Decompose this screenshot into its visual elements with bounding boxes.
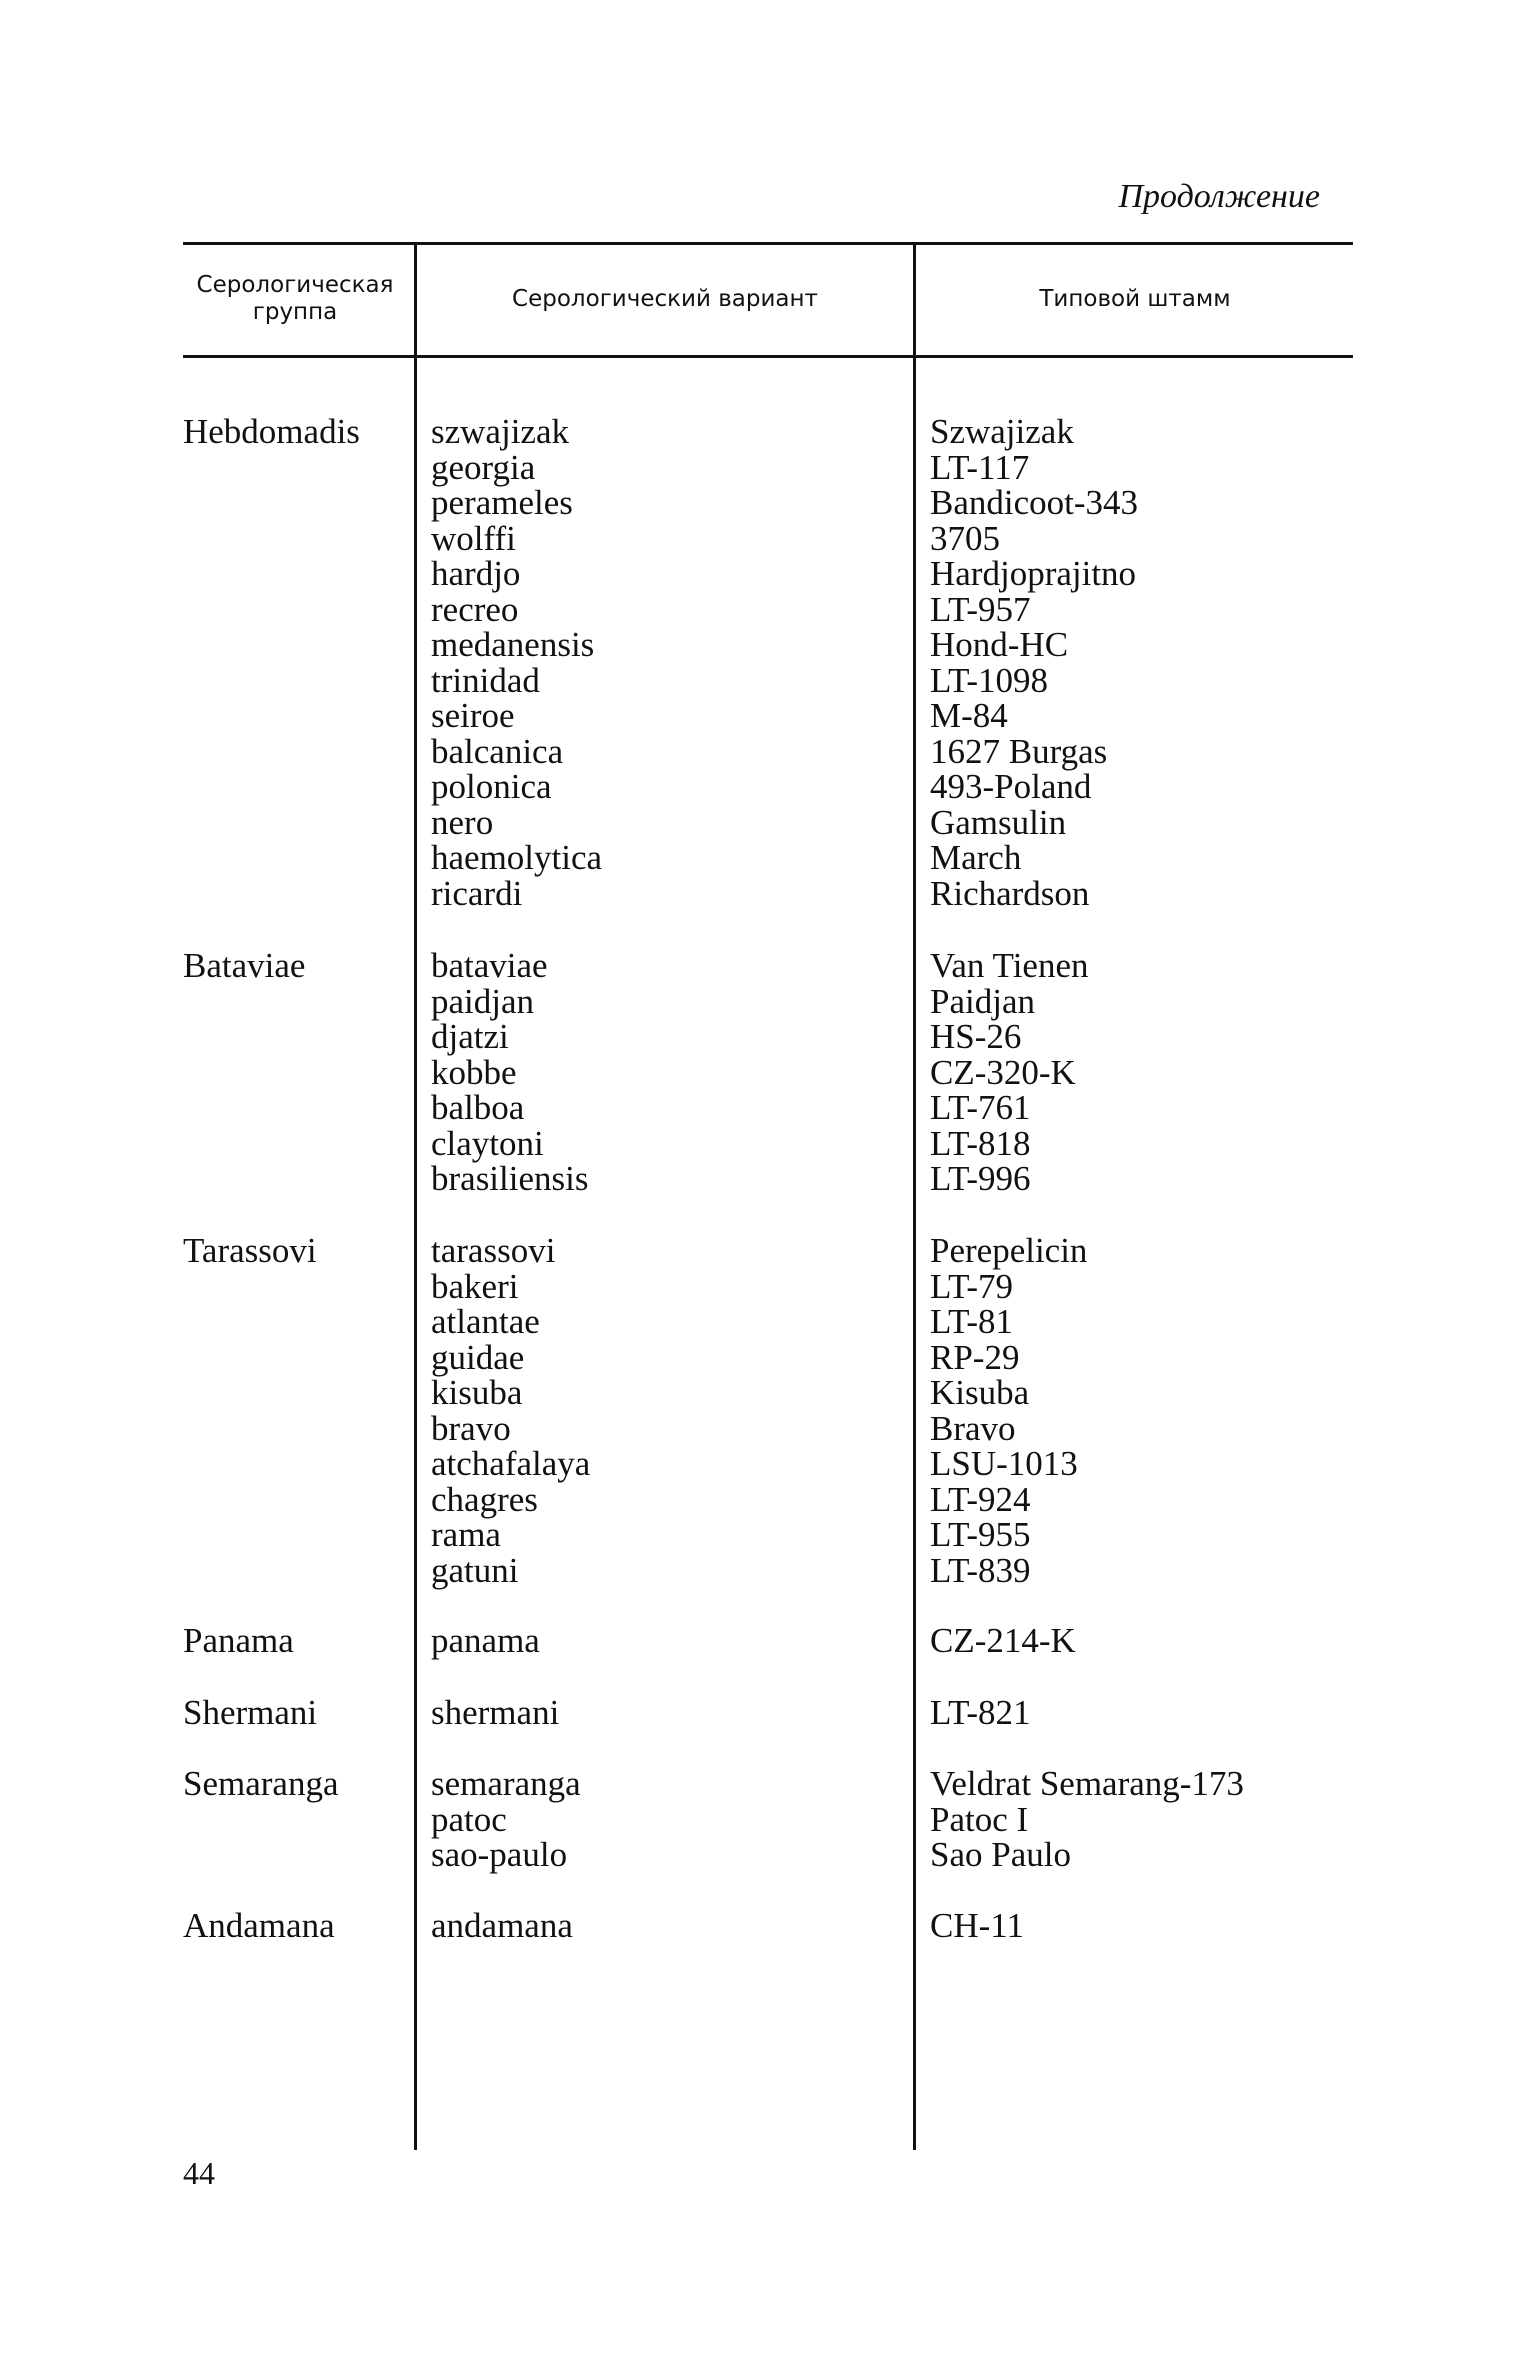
variant-cell: polonica bbox=[431, 767, 552, 806]
strain-cell: Bravo bbox=[930, 1408, 1016, 1448]
strain-cell: LT-1098 bbox=[930, 660, 1048, 700]
strain-cell: Szwajizak bbox=[930, 412, 1074, 451]
variant-cell: guidae bbox=[431, 1337, 525, 1377]
strain-cell: LT-839 bbox=[930, 1550, 1031, 1590]
group-name: Semaranga bbox=[183, 1764, 339, 1803]
variant-cell: bataviae bbox=[431, 946, 548, 985]
variant-list bbox=[431, 1695, 559, 1731]
strain-cell: CZ-214-K bbox=[930, 1621, 1076, 1660]
variant-cell: panama bbox=[431, 1621, 540, 1660]
strain-cell: Hardjoprajitno bbox=[930, 554, 1137, 593]
group-name: Andamana bbox=[183, 1906, 335, 1945]
variant-cell: atchafalaya bbox=[431, 1444, 591, 1483]
strain-cell: 1627 Burgas bbox=[930, 731, 1108, 771]
variant-list bbox=[431, 1233, 590, 1588]
strain-cell: 3705 bbox=[930, 518, 1000, 558]
strain-cell: Gamsulin bbox=[930, 802, 1067, 842]
strain-cell: RP-29 bbox=[930, 1337, 1020, 1377]
variant-cell: recreo bbox=[431, 589, 519, 629]
strain-cell: March bbox=[930, 838, 1022, 877]
header-strain: Типовой штамм bbox=[1039, 286, 1231, 312]
strain-list bbox=[930, 1623, 1076, 1659]
strain-cell: 493-Poland bbox=[930, 767, 1092, 806]
header-group: Серологическая группа bbox=[196, 272, 394, 325]
strain-cell: HS-26 bbox=[930, 1017, 1022, 1056]
group-name: Tarassovi bbox=[183, 1231, 317, 1270]
variant-cell: szwajizak bbox=[431, 412, 569, 451]
variant-cell: trinidad bbox=[431, 660, 540, 700]
strain-cell: Richardson bbox=[930, 873, 1090, 913]
group-name: Panama bbox=[183, 1621, 294, 1660]
strain-cell: LT-761 bbox=[930, 1088, 1031, 1127]
group-name: Bataviae bbox=[183, 946, 306, 985]
strain-cell: M-84 bbox=[930, 696, 1008, 735]
variant-cell: wolffi bbox=[431, 518, 516, 558]
variant-cell: claytoni bbox=[431, 1123, 544, 1163]
variant-cell: sao-paulo bbox=[431, 1835, 568, 1874]
variant-cell: kisuba bbox=[431, 1373, 523, 1412]
variant-cell: djatzi bbox=[431, 1017, 509, 1056]
variant-list bbox=[431, 1623, 540, 1659]
variant-cell: paidjan bbox=[431, 981, 535, 1021]
strain-cell: Veldrat Semarang-173 bbox=[930, 1764, 1244, 1803]
variant-cell: shermani bbox=[431, 1693, 560, 1732]
variant-cell: patoc bbox=[431, 1799, 507, 1839]
variant-list bbox=[431, 1766, 581, 1873]
strain-cell: LT-81 bbox=[930, 1302, 1013, 1341]
strain-cell: Van Tienen bbox=[930, 946, 1089, 985]
strain-cell: CZ-320-K bbox=[930, 1052, 1076, 1092]
variant-cell: rama bbox=[431, 1515, 501, 1554]
strain-list bbox=[930, 1908, 1024, 1944]
strain-cell: Hond-HC bbox=[930, 625, 1069, 664]
variant-cell: bakeri bbox=[431, 1266, 519, 1306]
table-top-rule bbox=[183, 242, 1353, 245]
strain-cell: LSU-1013 bbox=[930, 1444, 1078, 1483]
variant-list bbox=[431, 948, 588, 1197]
strain-cell: Bandicoot-343 bbox=[930, 483, 1139, 522]
column-divider-2 bbox=[913, 245, 916, 2150]
strain-cell: Patoc I bbox=[930, 1799, 1029, 1839]
variant-cell: kobbe bbox=[431, 1052, 517, 1092]
strain-cell: LT-957 bbox=[930, 589, 1031, 629]
variant-cell: perameles bbox=[431, 483, 573, 522]
variant-cell: medanensis bbox=[431, 625, 595, 664]
variant-cell: nero bbox=[431, 802, 494, 842]
group-name: Hebdomadis bbox=[183, 412, 360, 451]
strain-list bbox=[930, 948, 1089, 1197]
variant-cell: georgia bbox=[431, 447, 536, 487]
variant-cell: seiroe bbox=[431, 696, 515, 735]
strain-list bbox=[930, 1695, 1031, 1731]
strain-cell: Sao Paulo bbox=[930, 1835, 1071, 1874]
strain-cell: Perepelicin bbox=[930, 1231, 1088, 1270]
strain-cell: LT-818 bbox=[930, 1123, 1031, 1163]
page-number: 44 bbox=[183, 2155, 215, 2191]
variant-list bbox=[431, 414, 602, 911]
variant-cell: tarassovi bbox=[431, 1231, 556, 1270]
variant-cell: balcanica bbox=[431, 731, 564, 771]
strain-cell: LT-955 bbox=[930, 1515, 1031, 1554]
variant-cell: atlantae bbox=[431, 1302, 540, 1341]
header-variant: Серологический вариант bbox=[512, 286, 818, 312]
strain-cell: CH-11 bbox=[930, 1906, 1024, 1945]
variant-cell: balboa bbox=[431, 1088, 525, 1127]
strain-cell: LT-79 bbox=[930, 1266, 1013, 1306]
variant-cell: hardjo bbox=[431, 554, 521, 593]
variant-list bbox=[431, 1908, 573, 1944]
variant-cell: brasiliensis bbox=[431, 1159, 589, 1198]
variant-cell: bravo bbox=[431, 1408, 511, 1448]
page-header: Продолжение bbox=[1118, 178, 1320, 215]
variant-cell: ricardi bbox=[431, 873, 523, 913]
column-divider-1 bbox=[414, 245, 417, 2150]
strain-list bbox=[930, 414, 1138, 911]
group-name: Shermani bbox=[183, 1693, 318, 1732]
strain-cell: Paidjan bbox=[930, 981, 1035, 1021]
table-header-rule bbox=[183, 355, 1353, 358]
variant-cell: andamana bbox=[431, 1906, 573, 1945]
variant-cell: semaranga bbox=[431, 1764, 581, 1803]
strain-list bbox=[930, 1233, 1087, 1588]
strain-list bbox=[930, 1766, 1244, 1873]
strain-cell: LT-821 bbox=[930, 1693, 1031, 1732]
strain-cell: LT-117 bbox=[930, 447, 1030, 487]
strain-cell: LT-924 bbox=[930, 1479, 1031, 1519]
strain-cell: LT-996 bbox=[930, 1159, 1031, 1198]
variant-cell: gatuni bbox=[431, 1550, 519, 1590]
strain-cell: Kisuba bbox=[930, 1373, 1030, 1412]
variant-cell: chagres bbox=[431, 1479, 538, 1519]
variant-cell: haemolytica bbox=[431, 838, 603, 877]
